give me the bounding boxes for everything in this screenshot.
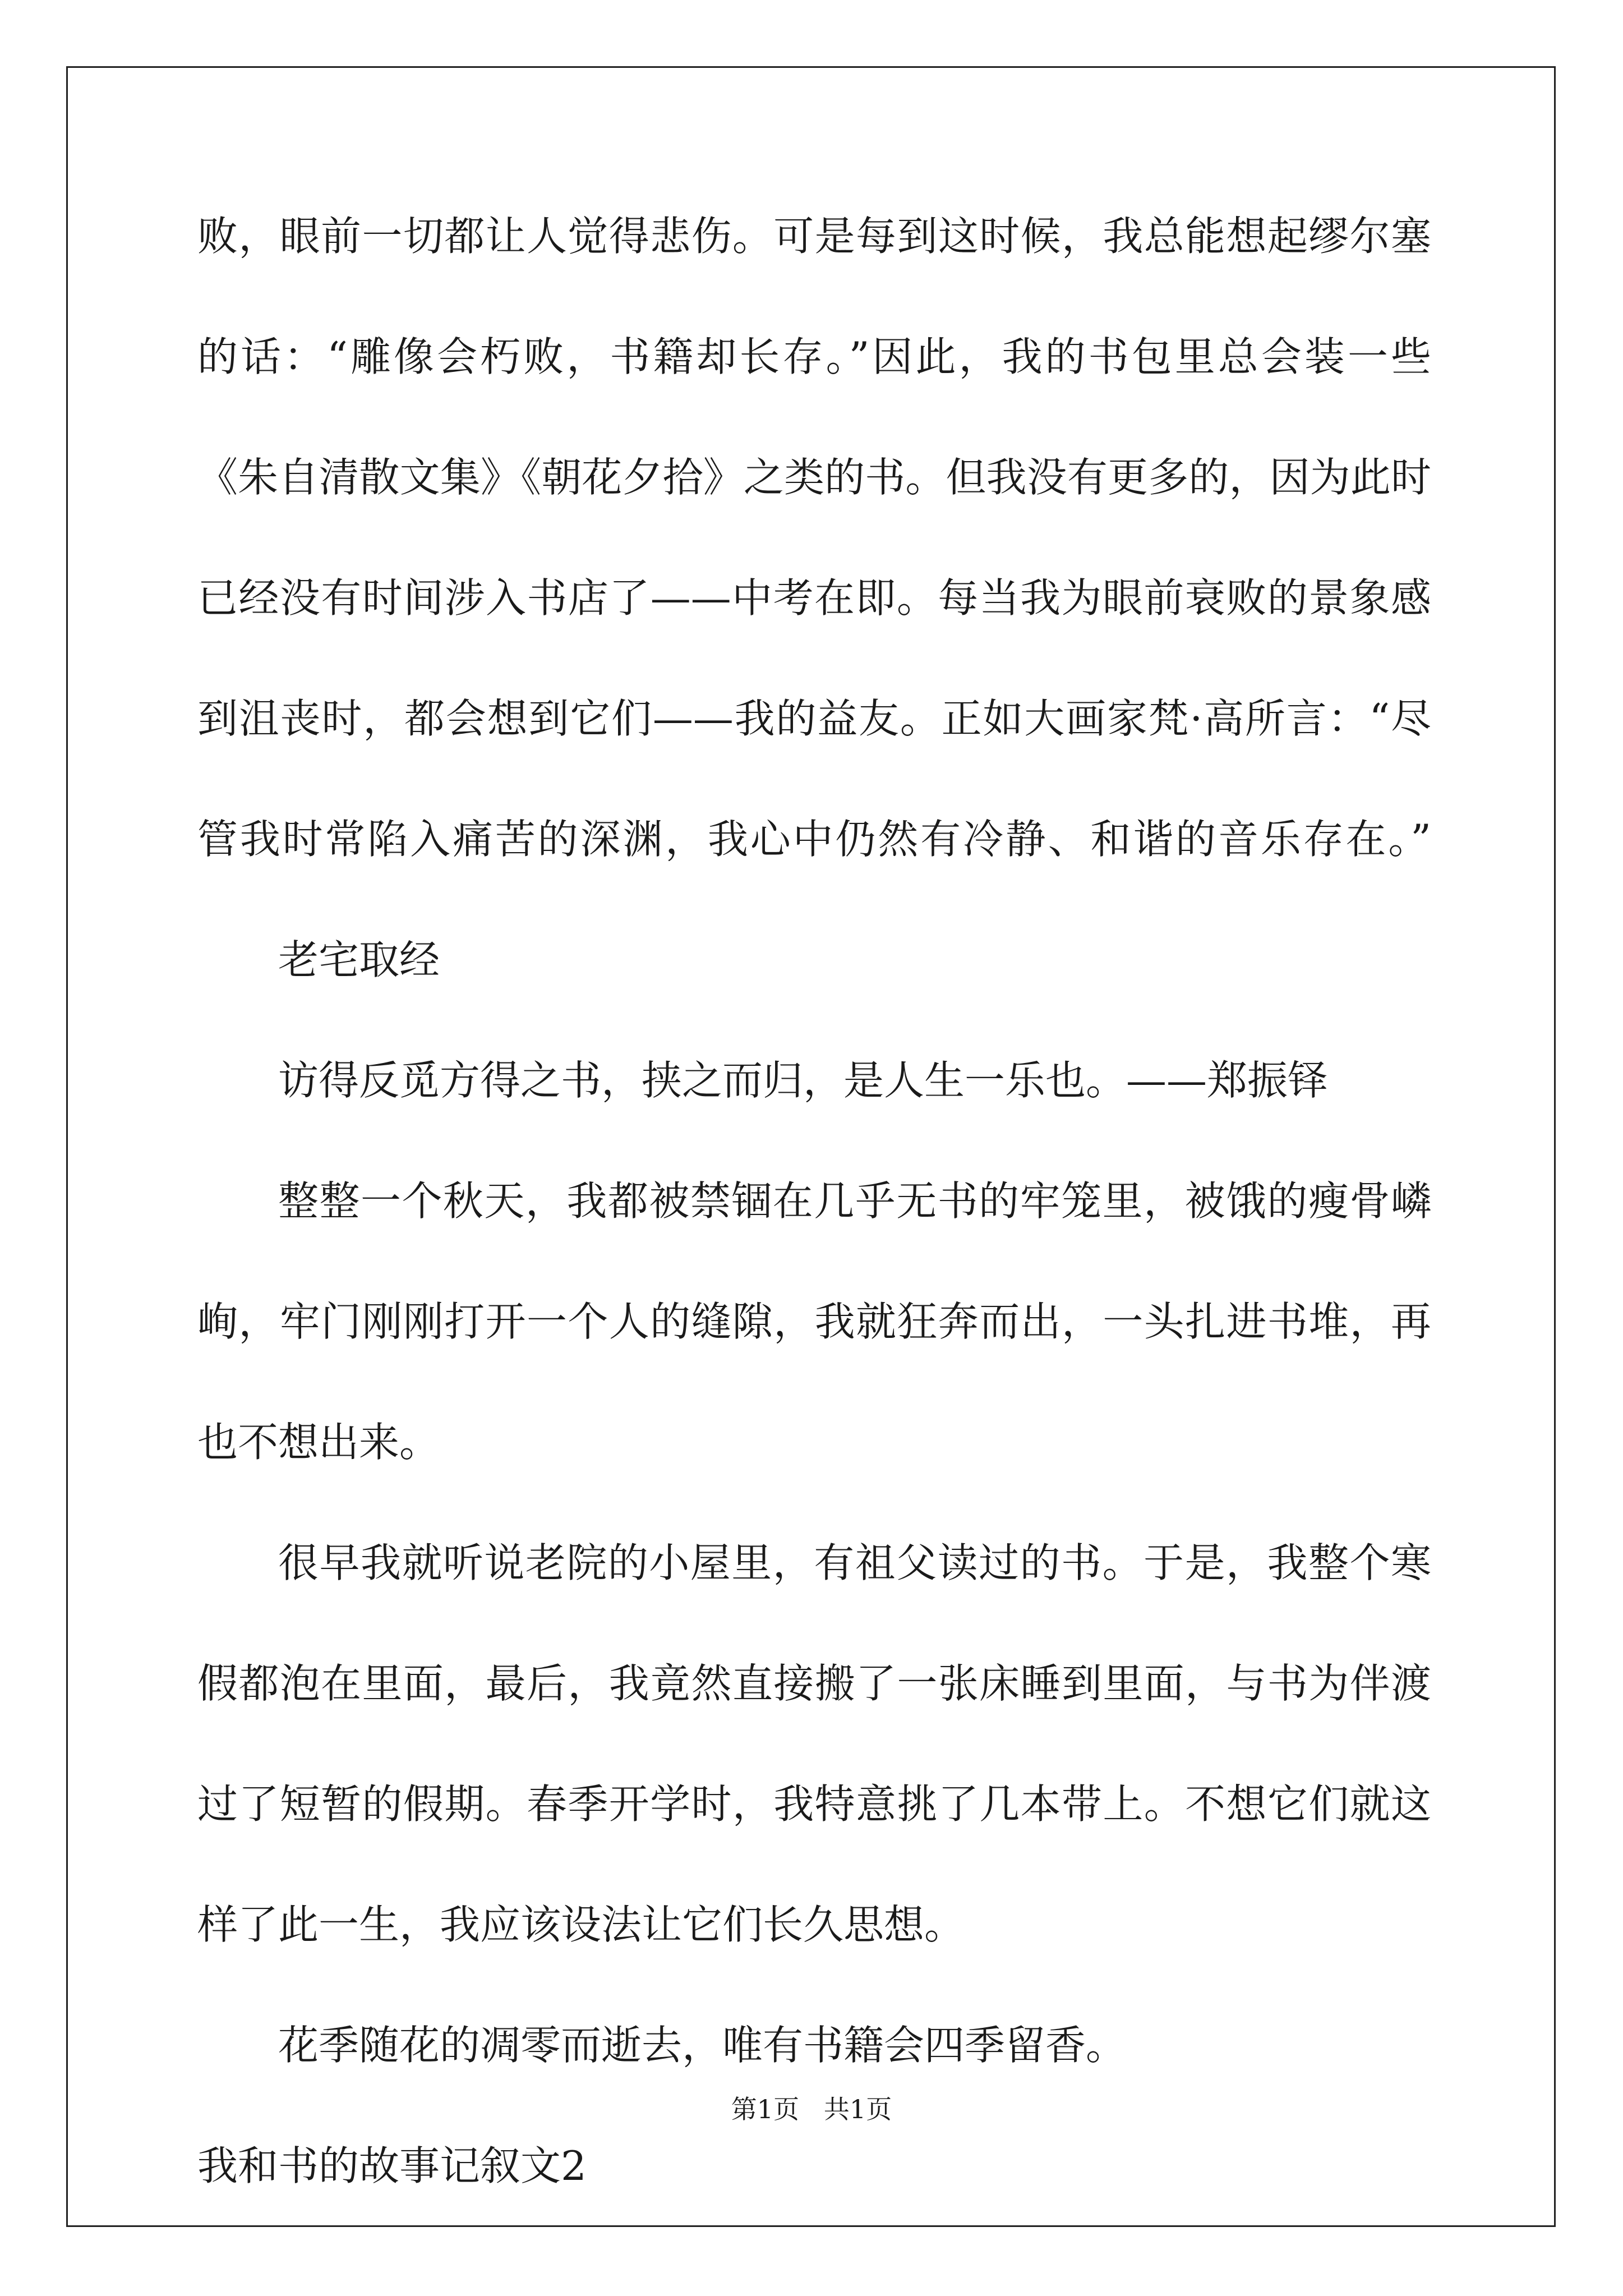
paragraph-line: 整整一个秋天，我都被禁锢在几乎无书的牢笼里，被饿的瘦骨嶙	[278, 1177, 1431, 1225]
page-footer: 第1页 共1页	[731, 2094, 892, 2124]
article-title: 我和书的故事记叙文2	[197, 2142, 587, 2189]
paragraph-line: 已经没有时间涉入书店了——中考在即。每当我为眼前衰败的景象感	[197, 574, 1431, 622]
section-title: 老宅取经	[278, 936, 440, 983]
document-body	[197, 213, 1431, 2266]
paragraph-line: 《朱自清散文集》《朝花夕拾》之类的书。但我没有更多的，因为此时	[197, 454, 1431, 501]
paragraph-line: 也不想出来。	[197, 1419, 440, 1466]
paragraph-line: 的话：“雕像会朽败，书籍却长存。”因此，我的书包里总会装一些	[197, 333, 1431, 380]
paragraph-line: 很早我就听说老院的小屋里，有祖父读过的书。于是，我整个寒	[278, 1539, 1431, 1586]
paragraph-line: 到沮丧时，都会想到它们——我的益友。正如大画家梵·高所言：“尽	[197, 695, 1431, 742]
paragraph-line: 样了此一生，我应该设法让它们长久思想。	[197, 1901, 965, 1948]
paragraph-line: 过了短暂的假期。春季开学时，我特意挑了几本带上。不想它们就这	[197, 1780, 1431, 1828]
quote-line: 访得反觅方得之书，挟之而归，是人生一乐也。——郑振铎	[278, 1057, 1329, 1104]
closing-line: 花季随花的凋零而逝去，唯有书籍会四季留香。	[278, 2022, 1127, 2069]
paragraph-line: 假都泡在里面，最后，我竟然直接搬了一张床睡到里面，与书为伴渡	[197, 1660, 1431, 1707]
paragraph-line: 峋，牢门刚刚打开一个人的缝隙，我就狂奔而出，一头扎进书堆，再	[197, 1298, 1431, 1345]
paragraph-line: 管我时常陷入痛苦的深渊，我心中仍然有冷静、和谐的音乐存在。”	[197, 816, 1431, 863]
paragraph-line: 败，眼前一切都让人觉得悲伤。可是每到这时候，我总能想起缪尔塞	[197, 213, 1431, 260]
